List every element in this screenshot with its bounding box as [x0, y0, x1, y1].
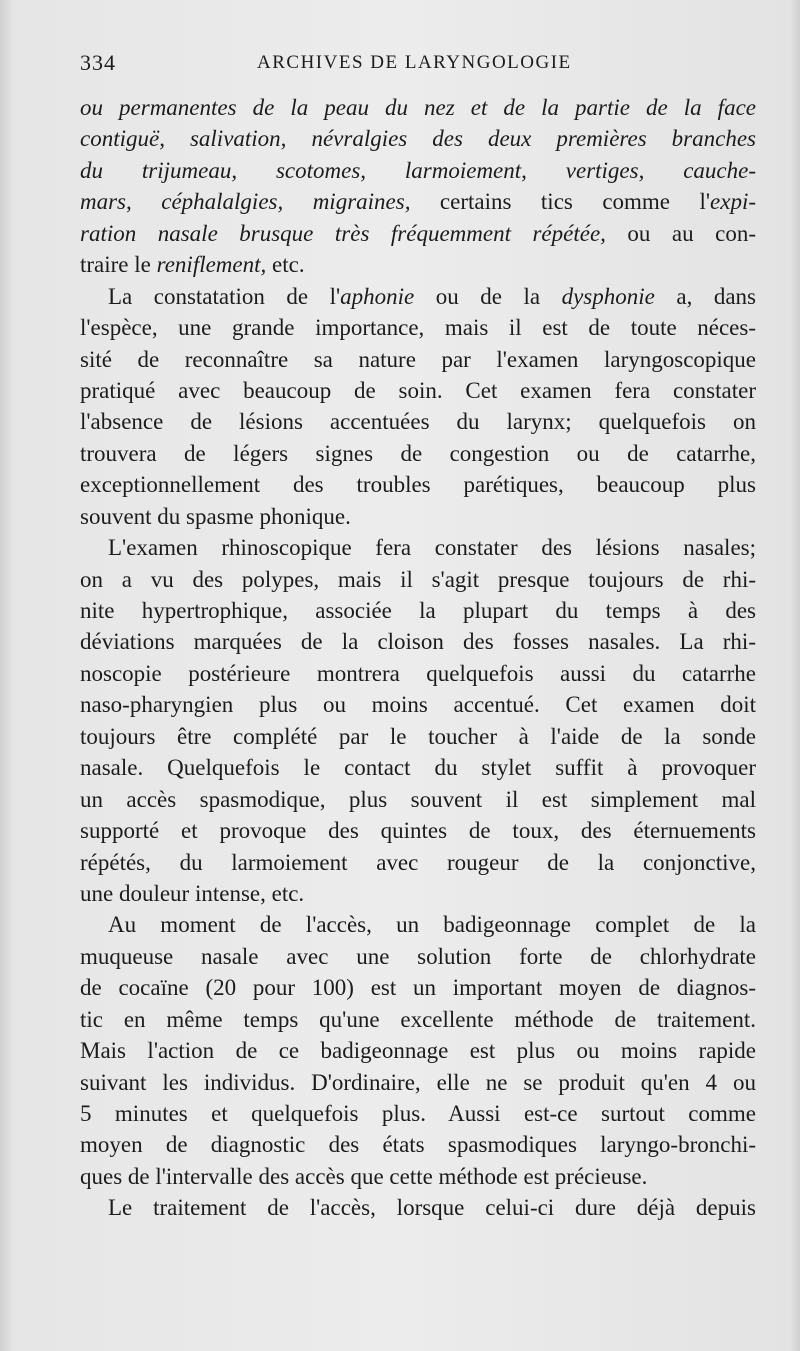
- running-header: [80, 50, 758, 84]
- text-span: déviations marquées de la cloison des fosses nasales. La rhi-: [80, 629, 756, 655]
- italic-text: reniflement,: [156, 252, 267, 278]
- page-number: 334: [80, 50, 116, 75]
- text-line: [80, 847, 756, 878]
- text-line: [80, 281, 756, 312]
- text-line: [80, 658, 756, 689]
- text-span: toujours être complété par le toucher à l'aide de la sonde: [80, 723, 756, 749]
- text-span: l'espèce, une grande importance, mais il est de toute néces-: [80, 315, 756, 341]
- text-span: nite hypertrophique, associée la plupart du temps à des: [80, 598, 756, 623]
- journal-title: ARCHIVES DE LARYNGOLOGIE: [257, 52, 572, 73]
- italic-text: ou permanentes de la peau du nez et de la partie de la face: [80, 95, 756, 120]
- text-span: naso-pharyngien plus ou moins accentué. Cet examen doit: [80, 692, 756, 718]
- italic-text: ration nasale brusque très fréquemment répétée,: [80, 220, 606, 246]
- text-span: Mais l'action de ce badigeonnage est plus ou moins rapide: [80, 1038, 756, 1064]
- text-span: un accès spasmodique, plus souvent il est simplement mal: [80, 786, 756, 812]
- italic-text: contiguë, salivation, névralgies des deux premières branches: [80, 126, 756, 152]
- text-span: noscopie postérieure montrera quelquefois aussi du catarrhe: [80, 660, 756, 686]
- text-line: [80, 123, 756, 154]
- text-line: [80, 784, 756, 815]
- text-span: La constatation de l': [108, 283, 341, 309]
- text-line: [80, 972, 756, 1003]
- text-span: ou de la: [414, 283, 562, 309]
- text-span: de cocaïne (20 pour 100) est un important moyen de diagnos-: [80, 975, 756, 1001]
- text-line: [80, 595, 756, 626]
- text-span: on a vu des polypes, mais il s'agit presque toujours de rhi-: [80, 566, 756, 592]
- text-line: [80, 469, 756, 500]
- text-span: traire le: [80, 252, 157, 278]
- text-span: une douleur intense, etc.: [80, 880, 305, 906]
- text-line: [80, 721, 756, 752]
- text-line: [80, 1067, 756, 1098]
- text-line: [80, 375, 756, 406]
- text-span: tic en même temps qu'une excellente méthode de traitement.: [80, 1006, 756, 1032]
- text-span: supporté et provoque des quintes de toux, des éternuements: [80, 818, 756, 844]
- text-span: exceptionnellement des troubles parétiques, beaucoup plus: [80, 472, 756, 498]
- text-line: [80, 909, 756, 940]
- text-span: ques de l'intervalle des accès que cette méthode est précieuse.: [80, 1163, 648, 1189]
- text-span: moyen de diagnostic des états spasmodiques laryngo-bronchi-: [80, 1132, 756, 1158]
- text-line: [80, 312, 756, 343]
- text-span: souvent du spasme phonique.: [80, 503, 351, 529]
- text-span: a, dans: [654, 283, 756, 309]
- text-span: ou au con-: [605, 220, 756, 246]
- italic-text: expi-: [710, 189, 756, 215]
- body-text: [80, 92, 756, 1224]
- text-span: répétés, du larmoiement avec rougeur de la conjonctive,: [80, 849, 756, 875]
- text-span: L'examen rhinoscopique fera constater des lésions nasales;: [108, 535, 756, 561]
- text-line: [80, 1161, 756, 1192]
- italic-text: dysphonie: [561, 283, 655, 309]
- text-line: [80, 501, 756, 532]
- text-line: [80, 186, 756, 217]
- text-span: pratiqué avec beaucoup de soin. Cet examen fera constater: [80, 377, 756, 403]
- text-line: [80, 218, 756, 249]
- text-line: [80, 1035, 756, 1066]
- text-line: [80, 1129, 756, 1160]
- text-span: sité de reconnaître sa nature par l'examen laryngoscopique: [80, 346, 756, 372]
- text-line: [80, 155, 756, 186]
- text-span: l'absence de lésions accentuées du larynx; quelquefois on: [80, 409, 756, 435]
- text-span: Au moment de l'accès, un badigeonnage complet de la: [108, 912, 756, 938]
- text-span: etc.: [266, 252, 305, 278]
- text-span: muqueuse nasale avec une solution forte de chlorhydrate: [80, 943, 756, 969]
- text-span: 5 minutes et quelquefois plus. Aussi est-ce surtout comme: [80, 1101, 756, 1126]
- text-span: Le traitement de l'accès, lorsque celui-ci dure déjà depuis: [108, 1195, 756, 1221]
- italic-text: du trijumeau, scotomes, larmoiement, vertiges, cauche-: [80, 157, 756, 183]
- text-line: [80, 438, 756, 469]
- text-line: [80, 752, 756, 783]
- text-span: certains tics comme l': [410, 189, 711, 215]
- text-line: [80, 249, 756, 280]
- text-line: [80, 815, 756, 846]
- italic-text: mars, céphalalgies, migraines,: [80, 189, 411, 215]
- text-line: [80, 92, 756, 123]
- text-line: [80, 1004, 756, 1035]
- text-line: [80, 941, 756, 972]
- text-line: [80, 689, 756, 720]
- text-line: [80, 1098, 756, 1129]
- italic-text: aphonie: [340, 283, 415, 309]
- text-line: [80, 626, 756, 657]
- text-line: [80, 564, 756, 595]
- text-line: [80, 1192, 756, 1223]
- text-line: [80, 344, 756, 375]
- text-line: [80, 878, 756, 909]
- text-line: [80, 532, 756, 563]
- text-span: trouvera de légers signes de congestion ou de catarrhe,: [80, 440, 756, 466]
- text-span: suivant les individus. D'ordinaire, elle ne se produit qu'en 4 ou: [80, 1069, 756, 1095]
- text-line: [80, 406, 756, 437]
- text-span: nasale. Quelquefois le contact du stylet suffit à provoquer: [80, 755, 756, 781]
